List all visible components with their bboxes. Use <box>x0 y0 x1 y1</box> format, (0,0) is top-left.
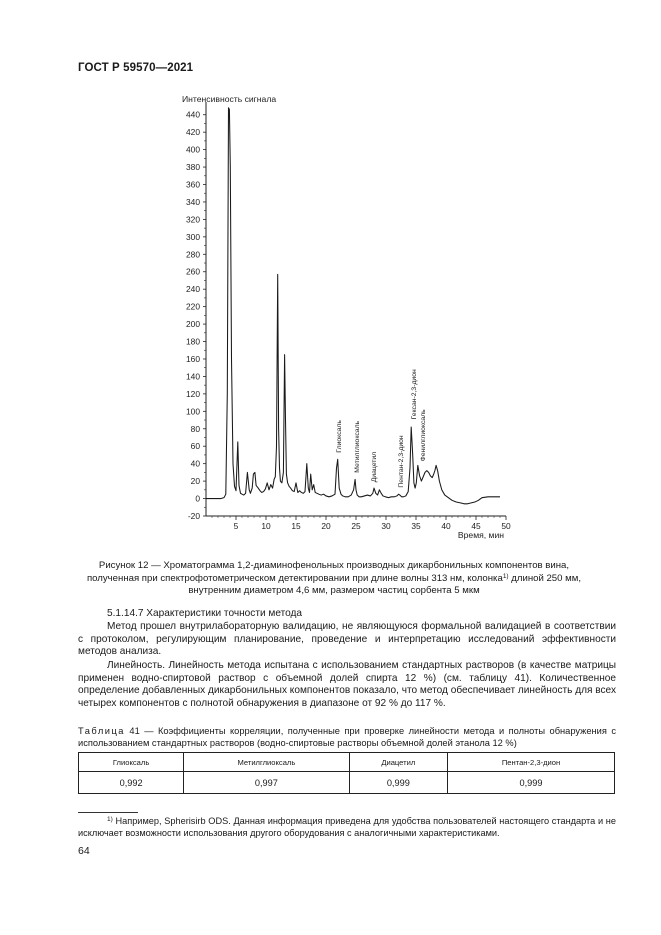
peak-label: Глиоксаль <box>336 420 343 453</box>
table-cell: 0,999 <box>349 772 447 794</box>
y-tick-label: 280 <box>186 249 200 260</box>
y-tick-label: 360 <box>186 179 200 190</box>
caption-line-2: полученная при спектрофотометрическом детектировании при длине волны 313 нм, колонка <box>86 572 503 584</box>
y-tick-label: 260 <box>186 266 200 277</box>
table-header: Пентан-2,3-дион <box>448 753 615 772</box>
table-caption <box>78 725 616 750</box>
correlation-table <box>78 752 615 794</box>
table-header-row <box>79 753 615 772</box>
y-axis-label: Интенсивность сигнала <box>182 94 277 104</box>
x-tick-label: 15 <box>291 521 301 531</box>
paragraph-linearity: Линейность. Линейность метода испытана с использованием стандартных растворов (в качестве матрицы применен водно-спиртовой раствор с объемной долей спирта 12 %) (см. таблицу 41). Количественное определение добавленных дикарбонильных компонентов показало, что метод обеспечивает линейность для всех четырех компонентов с полнотой обнаружения в диапазоне от 92 % до 117 %. <box>78 660 616 710</box>
y-tick-label: 340 <box>186 196 200 207</box>
table-header: Диацетил <box>349 753 447 772</box>
chart-series <box>206 108 500 504</box>
footnote-divider <box>78 812 138 813</box>
x-tick-label: 45 <box>471 521 481 531</box>
y-tick-label: 40 <box>190 458 200 469</box>
y-tick-label: 0 <box>195 493 200 504</box>
y-tick-label: 400 <box>186 144 200 155</box>
caption-line-3: внутренним диаметром 4,6 мм, размером частиц сорбента 5 мкм <box>188 585 480 597</box>
y-tick-label: 20 <box>190 476 200 487</box>
y-tick-label: 240 <box>186 284 200 295</box>
x-tick-label: 10 <box>261 521 271 531</box>
footnote-marker: 1) <box>107 816 113 823</box>
y-tick-label: 300 <box>186 231 200 242</box>
y-tick-label: 200 <box>186 319 200 330</box>
x-tick-label: 25 <box>351 521 361 531</box>
footnote <box>78 815 616 840</box>
y-tick-label: 100 <box>186 406 200 417</box>
caption-footnote-ref: 1) <box>502 572 509 580</box>
x-tick-label: 30 <box>381 521 391 531</box>
x-tick-label: 35 <box>411 521 421 531</box>
figure-caption <box>60 560 608 598</box>
table-header: Глиоксаль <box>79 753 184 772</box>
y-tick-label: 120 <box>186 388 200 399</box>
table-caption-text: 41 — Коэффициенты корреляции, полученные при проверке линейности метода и полноты обнаружения с использованием стандартных растворов (водно-спиртовые растворы объемной долей этанола 12 %) <box>78 726 616 749</box>
y-tick-label: 320 <box>186 214 200 225</box>
y-tick-label: 80 <box>190 423 200 434</box>
section-heading: 5.1.14.7 Характеристики точности метода <box>107 608 303 619</box>
peak-label: Фенилглиоксаль <box>420 409 427 462</box>
table-row <box>79 772 615 794</box>
caption-line-2-end: длиной 250 мм, <box>508 572 582 584</box>
y-tick-label: 60 <box>190 441 200 452</box>
y-tick-label: 140 <box>186 371 200 382</box>
peak-label: Диацетил <box>370 451 378 483</box>
table-label: Таблица <box>78 726 125 736</box>
y-tick-label: 380 <box>186 162 200 173</box>
table-header: Метилглиоксаль <box>184 753 349 772</box>
y-tick-label: 440 <box>186 109 200 120</box>
y-tick-label: 180 <box>186 336 200 347</box>
chromatogram-trace <box>206 108 500 504</box>
y-tick-label: 220 <box>186 301 200 312</box>
caption-line-1: Рисунок 12 — Хроматограмма 1,2-диаминофенольных производных дикарбонильных компонентов вина, <box>98 560 570 571</box>
peak-label: Метилглиоксаль <box>354 420 361 473</box>
x-tick-label: 20 <box>321 521 331 531</box>
peak-label: Гексан-2,3-дион <box>411 369 418 420</box>
chart-ticks <box>186 110 511 531</box>
peak-label: Пентан-2,3-дион <box>397 435 405 488</box>
x-axis-label: Время, мин <box>457 530 504 540</box>
footnote-text: Например, Spherisirb ODS. Данная информация приведена для удобства пользователей настоящего стандарта и не исключает возможности использования другого оборудования с аналогичными характеристиками. <box>78 816 616 839</box>
table-cell: 0,999 <box>448 772 615 794</box>
x-tick-label: 40 <box>441 521 451 531</box>
y-tick-label: 420 <box>186 127 200 138</box>
table-cell: 0,997 <box>184 772 349 794</box>
y-tick-label: 160 <box>186 353 200 364</box>
document-header: ГОСТ Р 59570—2021 <box>78 62 194 74</box>
paragraph-validation: Метод прошел внутрилабораторную валидацию, не являющуюся формальной валидацией в соответствии с протоколом, регулирующим планирование, проведение и интерпретацию исследований эффективности методов анализа. <box>78 621 616 658</box>
y-tick-label: -20 <box>187 511 200 521</box>
x-tick-label: 50 <box>501 521 511 531</box>
table-cell: 0,992 <box>79 772 184 794</box>
page-number: 64 <box>78 845 90 857</box>
x-tick-label: 5 <box>233 521 239 531</box>
